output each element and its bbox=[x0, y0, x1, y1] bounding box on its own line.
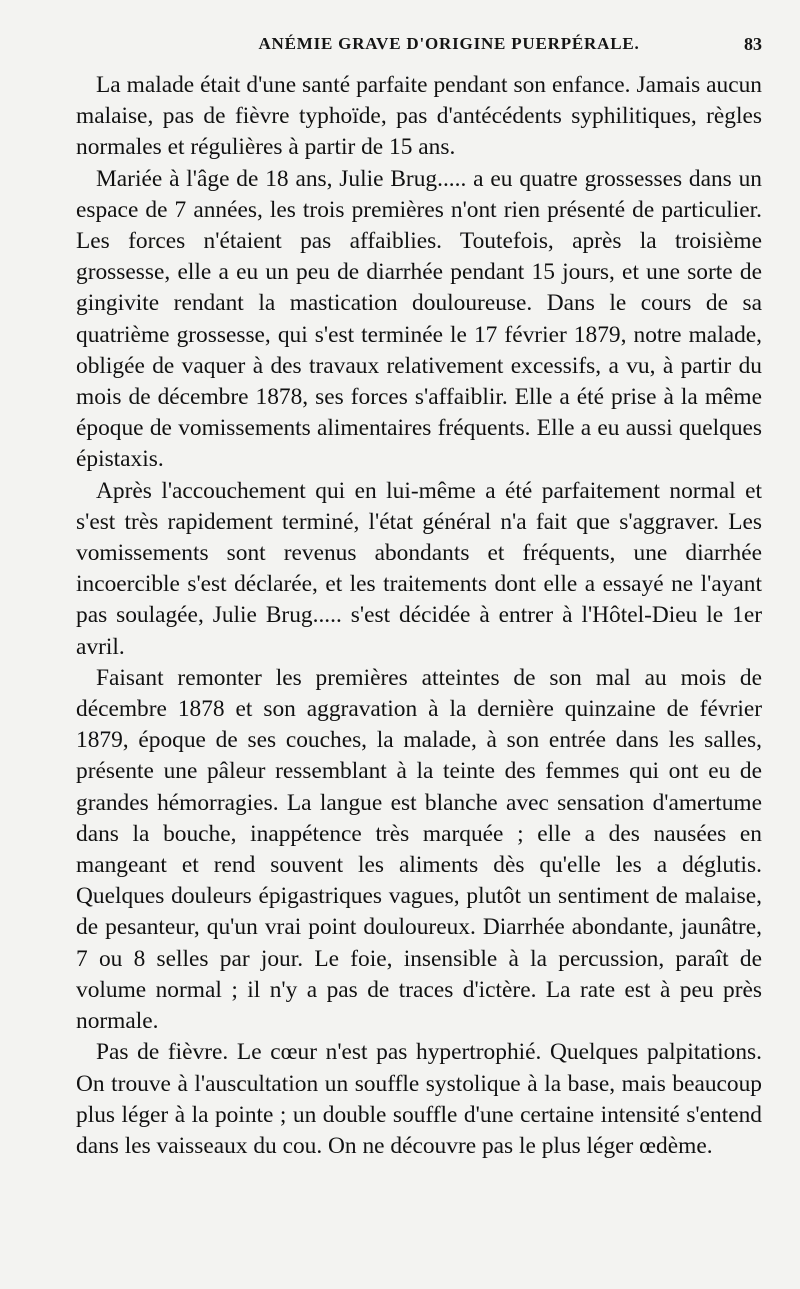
page-header bbox=[76, 30, 762, 60]
paragraph: Après l'accouchement qui en lui-même a été parfaitement normal et s'est très rapidement terminé, l'état général n'a fait que s'aggraver. Les vomissements sont revenus abondants et fréquents, une diarrhée incoercible s'est déclarée, et les traitements dont elle a essayé ne l'ayant pas soulagée, Julie Brug..... s'est décidée à entrer à l'Hôtel-Dieu le 1er avril. bbox=[76, 477, 762, 660]
paragraph: Pas de fièvre. Le cœur n'est pas hypertrophié. Quelques palpitations. On trouve à l'auscultation un souffle systolique à la base, mais beaucoup plus léger à la pointe ; un double souffle d'une certaine intensité s'entend dans les vaisseaux du cou. On ne découvre pas le plus léger œdème. bbox=[76, 1039, 762, 1159]
page-number: 83 bbox=[744, 34, 762, 54]
paragraph: Mariée à l'âge de 18 ans, Julie Brug..... a eu quatre grossesses dans un espace de 7 années, les trois premières n'ont rien présenté de particulier. Les forces n'étaient pas affaiblies. Toutefois, après la troisième grossesse, elle a eu un peu de diarrhée pendant 15 jours, et une sorte de gingivite rendant la mastication douloureuse. Dans le cours de sa quatrième grossesse, qui s'est terminée le 17 février 1879, notre malade, obligée de vaquer à des travaux relativement excessifs, a vu, à partir du mois de décembre 1878, ses forces s'affaiblir. Elle a été prise à la même époque de vomissements alimentaires fréquents. Elle a eu aussi quelques épistaxis. bbox=[76, 165, 762, 473]
paragraph: Faisant remonter les premières atteintes de son mal au mois de décembre 1878 et son aggravation à la dernière quinzaine de février 1879, époque de ses couches, la malade, à son entrée dans les salles, présente une pâleur ressemblant à la teinte des femmes qui ont eu de grandes hémorragies. La langue est blanche avec sensation d'amertume dans la bouche, inappétence très marquée ; elle a des nausées en mangeant et rend souvent les aliments dès qu'elle les a déglutis. Quelques douleurs épigastriques vagues, plutôt un sentiment de malaise, de pesanteur, qu'un vrai point douloureux. Diarrhée abondante, jaunâtre, 7 ou 8 selles par jour. Le foie, insensible à la percussion, paraît de volume normal ; il n'y a pas de traces d'ictère. La rate est à peu près normale. bbox=[76, 664, 762, 1035]
paragraph: La malade était d'une santé parfaite pendant son enfance. Jamais aucun malaise, pas de fièvre typhoïde, pas d'antécédents syphilitiques, règles normales et régulières à partir de 15 ans. bbox=[76, 72, 762, 161]
body-text bbox=[76, 70, 762, 1162]
running-head: ANÉMIE GRAVE D'ORIGINE PUERPÉRALE. bbox=[258, 34, 640, 53]
